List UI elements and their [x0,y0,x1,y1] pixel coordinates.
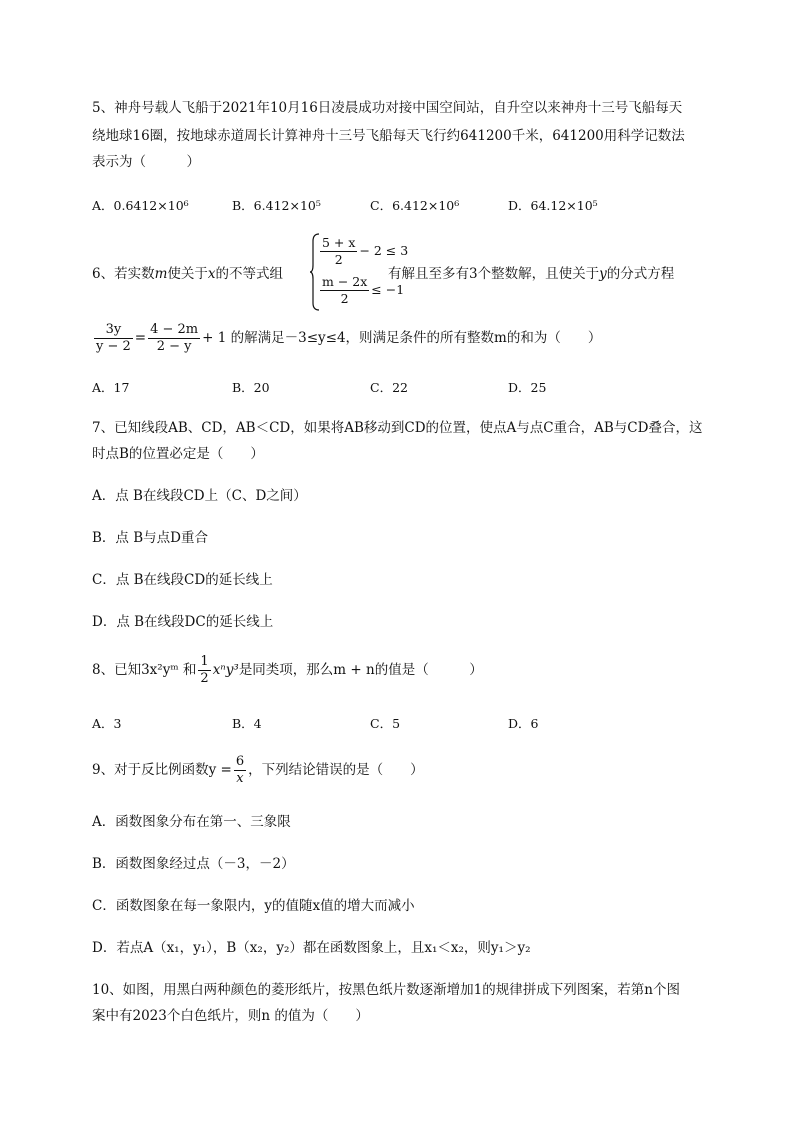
q6-option-c: C．22 [370,380,408,395]
q5-option-a: A．0.6412×10⁶ [92,198,189,213]
q7-option-c: C．点 B在线段CD的延长线上 [92,572,273,588]
q9-frac-numerator: 6 [235,754,245,769]
q8-prefix: 8、已知3x²yᵐ 和 [92,662,197,678]
q10-line-2: 案中有2023个白色纸片，则n 的值为（ ） [92,1008,369,1024]
q8-suffix: 是同类项，那么m + n的值是（ ） [238,662,483,678]
q7-line-1: 7、已知线段AB、CD，AB＜CD，如果将AB移动到CD的位置，使点A与点C重合，AB与CD叠合，这 [92,420,703,436]
q6-var-m: m [154,266,168,282]
q5-options [92,196,752,216]
q6-option-b: B．20 [232,380,270,395]
q7-option-b: B．点 B与点D重合 [92,530,208,546]
q5-line-2: 绕地球16圈，按地球赤道周长计算神舟十三号飞船每天飞行约641200千米，641200用科学记数法 [92,128,685,144]
q6-var-y: y [599,266,607,282]
ineq1-numerator: 5 + x [322,235,356,250]
q9-frac-denominator: x [236,771,244,786]
q6-line-2-text: 的解满足－3≤y≤4，则满足条件的所有整数m的和为（ ） [230,330,602,346]
q7-option-d: D．点 B在线段DC的延长线上 [92,614,274,630]
eq-lhs-denominator: y − 2 [96,339,131,354]
q5-option-d: D．64.12×10⁵ [508,198,598,213]
eq-rhs-numerator: 4 − 2m [150,322,199,337]
q6-mid2: 的不等式组 [215,266,284,282]
q6-options [92,378,752,398]
q6-line-1-suffix [388,264,674,284]
q5-line-1: 5、神舟号载人飞船于2021年10月16日凌晨成功对接中国空间站，自升空以来神舟十三号飞船每天 [92,100,683,116]
q6-inequality-system [310,233,409,311]
q6-suffix: 有解且至多有3个整数解，且使关于 [388,266,600,282]
q8-frac-denominator: 2 [200,671,209,686]
q6-option-d: D．25 [508,380,547,395]
q7-line-2: 时点B的位置必定是（ ） [92,446,264,462]
eq-equals: = [134,330,147,346]
eq-lhs-numerator: 3y [94,322,133,339]
q7-option-a: A．点 B在线段CD上（C、D之间） [92,488,307,504]
q8-options [92,714,752,734]
q9-suffix: ，下列结论错误的是（ ） [248,762,424,778]
ineq2-rest: ≤ −1 [371,282,405,297]
q8-line-1 [92,654,483,687]
q5-option-c: C．6.412×10⁶ [370,198,460,213]
q6-line-1 [92,264,283,284]
q9-prefix: 9、对于反比例函数y = [92,762,232,778]
q8-option-c: C．5 [370,716,401,731]
q6-option-a: A．17 [92,380,130,395]
q8-option-a: A．3 [92,716,122,731]
q9-option-d: D．若点A（x₁，y₁），B（x₂，y₂）都在函数图象上，且x₁＜x₂，则y₁＞y₂ [92,940,531,956]
q8-frac-numerator: 1 [200,654,209,669]
q5-line-3: 表示为（ ） [92,154,200,170]
q6-mid1: 使关于 [167,266,208,282]
q9-line-1 [92,754,424,787]
q10-line-1: 10、如图，用黑白两种颜色的菱形纸片，按黑色纸片数逐渐增加1的规律拼成下列图案，若第n个图 [92,982,680,998]
ineq2-numerator: m − 2x [322,274,368,289]
q8-option-d: D．6 [508,716,539,731]
q6-suffix2: 的分式方程 [606,266,675,282]
q8-term: xⁿy³ [212,662,239,678]
q6-prefix: 6、若实数 [92,266,155,282]
eq-plus-one: + 1 [202,330,227,346]
ineq2-denominator: 2 [340,291,349,306]
ineq1-rest: − 2 ≤ 3 [359,243,409,258]
ineq1-denominator: 2 [334,252,343,267]
q8-option-b: B．4 [232,716,262,731]
q5-option-b: B．6.412×10⁵ [232,198,321,213]
q6-var-x: x [207,266,216,282]
q9-option-a: A．函数图象分布在第一、三象限 [92,814,291,830]
q9-option-b: B．函数图象经过点（－3，－2） [92,856,295,872]
q6-line-2 [92,322,601,355]
eq-rhs-denominator: 2 − y [156,339,192,354]
q9-option-c: C．函数图象在每一象限内，y的值随x值的增大而减小 [92,898,415,914]
